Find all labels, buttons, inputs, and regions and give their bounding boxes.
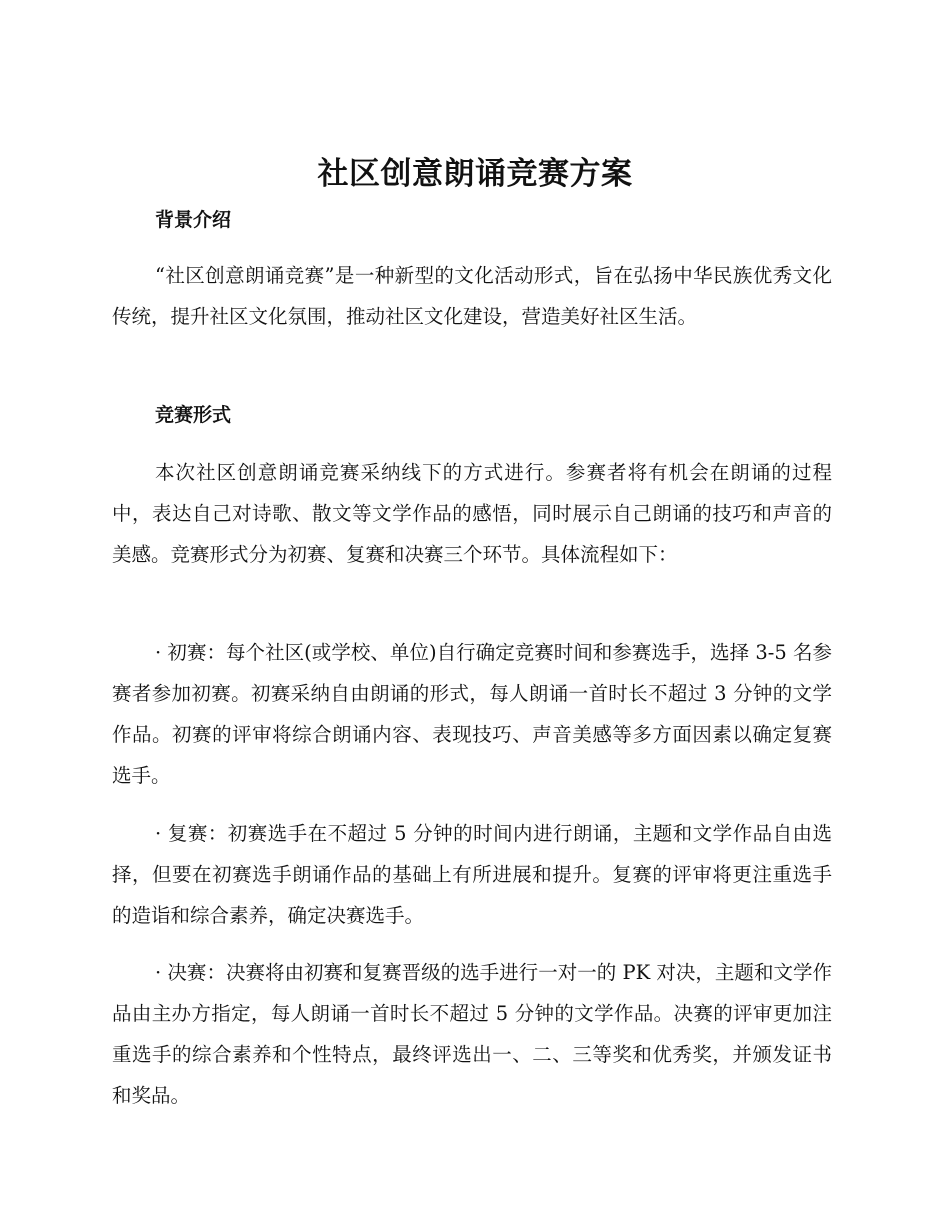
section-heading-background: 背景介绍 (155, 209, 232, 231)
paragraph-format-intro: 本次社区创意朗诵竞赛采纳线下的方式进行。参赛者将有机会在朗诵的过程中，表达自己对诗歌、散文等文学作品的感悟，同时展示自己朗诵的技巧和声音的美感。竞赛形式分为初赛、复赛和决赛三个环节。具体流程如下： (112, 461, 832, 566)
paragraph-preliminary-round: · 初赛：每个社区(或学校、单位)自行确定竞赛时间和参赛选手，选择 3-5 名参赛者参加初赛。初赛采纳自由朗诵的形式，每人朗诵一首时长不超过 3 分钟的文学作品。初赛的评审将综合朗诵内容、表现技巧、声音美感等多方面因素以确定复赛选手。 (112, 641, 832, 787)
page-title: 社区创意朗诵竞赛方案 (317, 156, 633, 192)
paragraph-background: “社区创意朗诵竞赛”是一种新型的文化活动形式，旨在弘扬中华民族优秀文化传统，提升社区文化氛围，推动社区文化建设，营造美好社区生活。 (112, 264, 832, 328)
section-heading-format: 竞赛形式 (155, 404, 232, 426)
paragraph-final-round: · 决赛：决赛将由初赛和复赛晋级的选手进行一对一的 PK 对决，主题和文学作品由主办方指定，每人朗诵一首时长不超过 5 分钟的文学作品。决赛的评审更加注重选手的综合素养和个性特点，最终评选出一、二、三等奖和优秀奖，并颁发证书和奖品。 (112, 961, 832, 1107)
paragraph-second-round: · 复赛：初赛选手在不超过 5 分钟的时间内进行朗诵，主题和文学作品自由选择，但要在初赛选手朗诵作品的基础上有所进展和提升。复赛的评审将更注重选手的造诣和综合素养，确定决赛选手。 (112, 822, 832, 927)
